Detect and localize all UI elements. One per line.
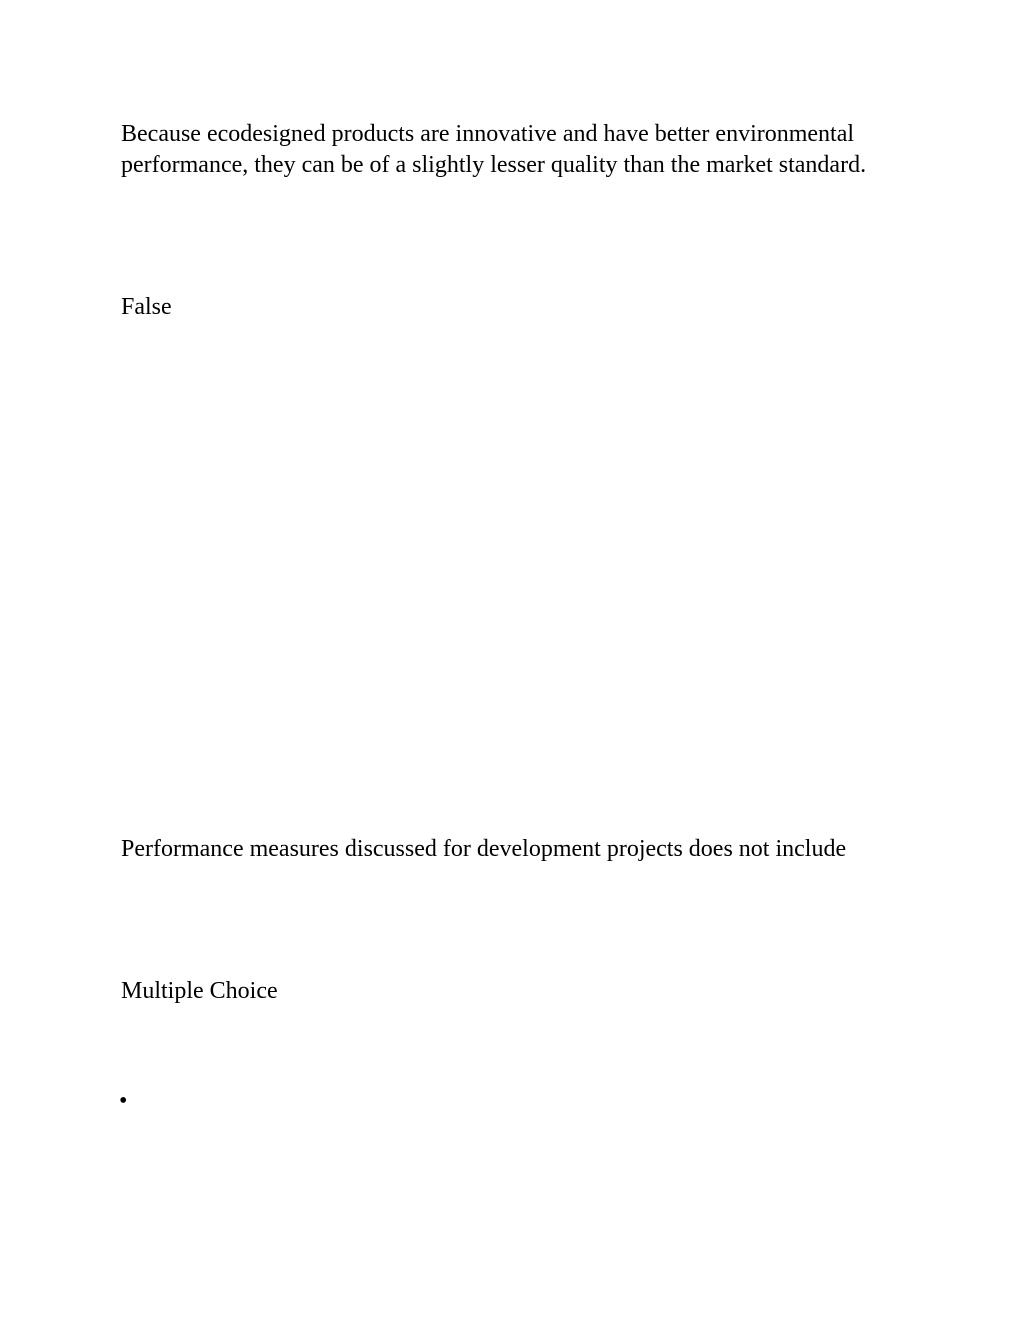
question-1-text: Because ecodesigned products are innovative and have better environmental performance, they can be of a slightly lesser quality than the market standard. [121,121,867,178]
question-2-text: Performance measures discussed for development projects does not include [121,836,847,862]
bullet-icon: • [119,1088,128,1114]
question-2-type: Multiple Choice [121,978,278,1004]
question-1-answer: False [121,294,172,320]
